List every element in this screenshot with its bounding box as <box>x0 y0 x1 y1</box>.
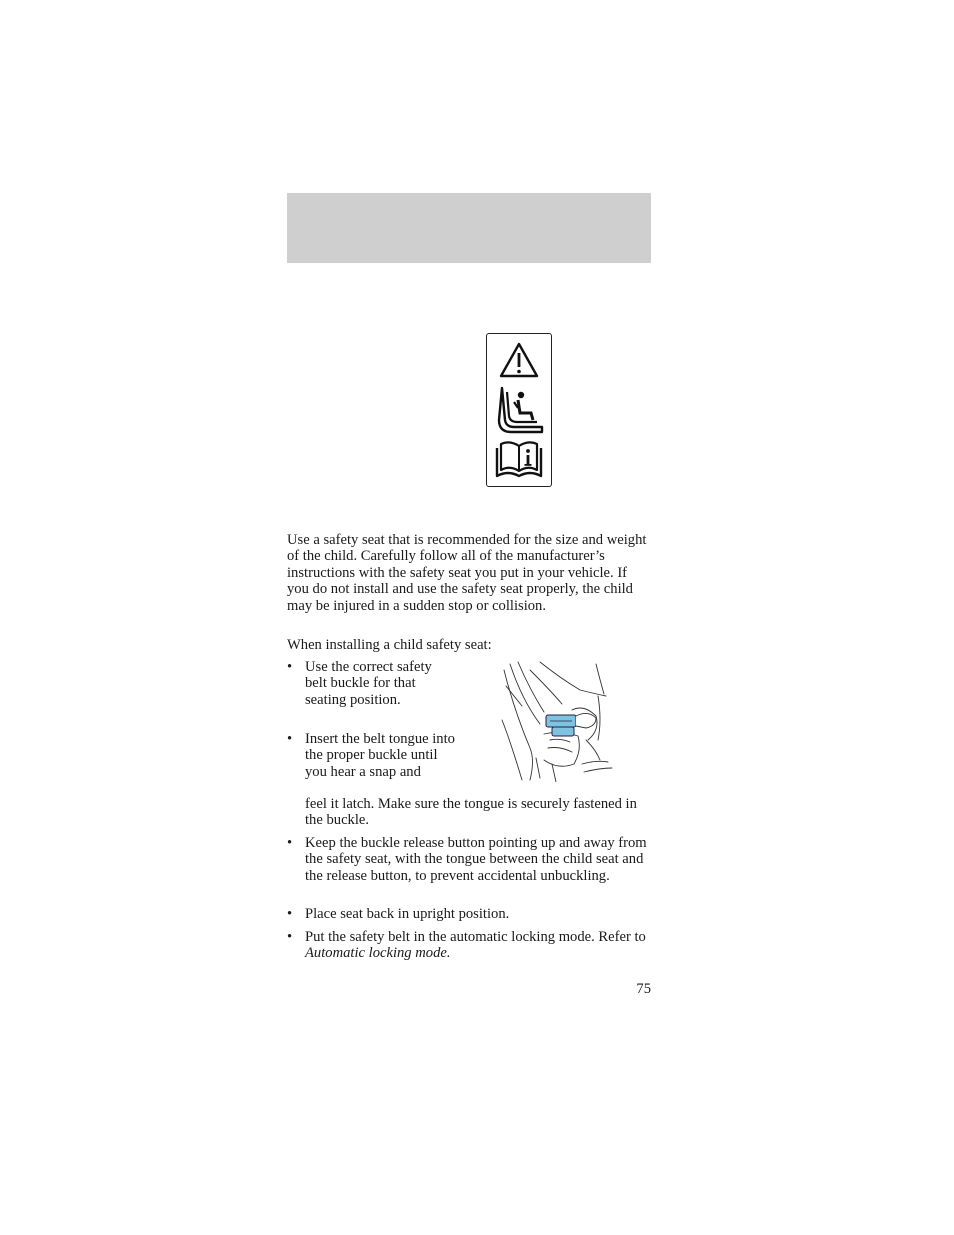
intro-paragraph: Use a safety seat that is recommended for the size and weight of the child. Carefully follow all of the manufacturer’s instructions with the safety seat you put in your vehicle. If you do not install and use the safety seat properly, the child may be injured in a sudden stop or collision. <box>287 532 647 614</box>
bullet-marker: • <box>287 906 293 922</box>
list-item-text-continued: feel it latch. Make sure the tongue is securely fastened in the buckle. <box>305 796 637 829</box>
bullet-marker: • <box>287 835 293 851</box>
warning-label <box>486 333 552 487</box>
manual-info-icon <box>487 434 551 482</box>
bullet-marker: • <box>287 929 293 945</box>
list-item-text: Insert the belt tongue into the proper buckle until you hear a snap and <box>305 731 455 780</box>
cross-reference-link[interactable]: Automatic locking mode. <box>305 945 451 962</box>
child-seat-icon <box>487 384 551 434</box>
lead-paragraph: When installing a child safety seat: <box>287 637 492 653</box>
bullet-marker: • <box>287 731 293 747</box>
warning-triangle-icon <box>487 338 551 384</box>
bullet-marker: • <box>287 659 293 675</box>
buckle-illustration <box>500 660 615 782</box>
list-item-text: Keep the buckle release button pointing up and away from the safety seat, with the tongue between the child seat and the release button, to prevent accidental unbuckling. <box>305 835 647 884</box>
list-item-text: Use the correct safety belt buckle for that seating position. <box>305 659 432 708</box>
header-band <box>287 193 651 263</box>
list-item-text: Place seat back in upright position. <box>305 906 510 922</box>
list-item-text-prefix: Put the safety belt in the automatic locking mode. Refer to <box>305 929 646 945</box>
page-number: 75 <box>636 981 651 997</box>
list-item-text <box>305 929 651 962</box>
